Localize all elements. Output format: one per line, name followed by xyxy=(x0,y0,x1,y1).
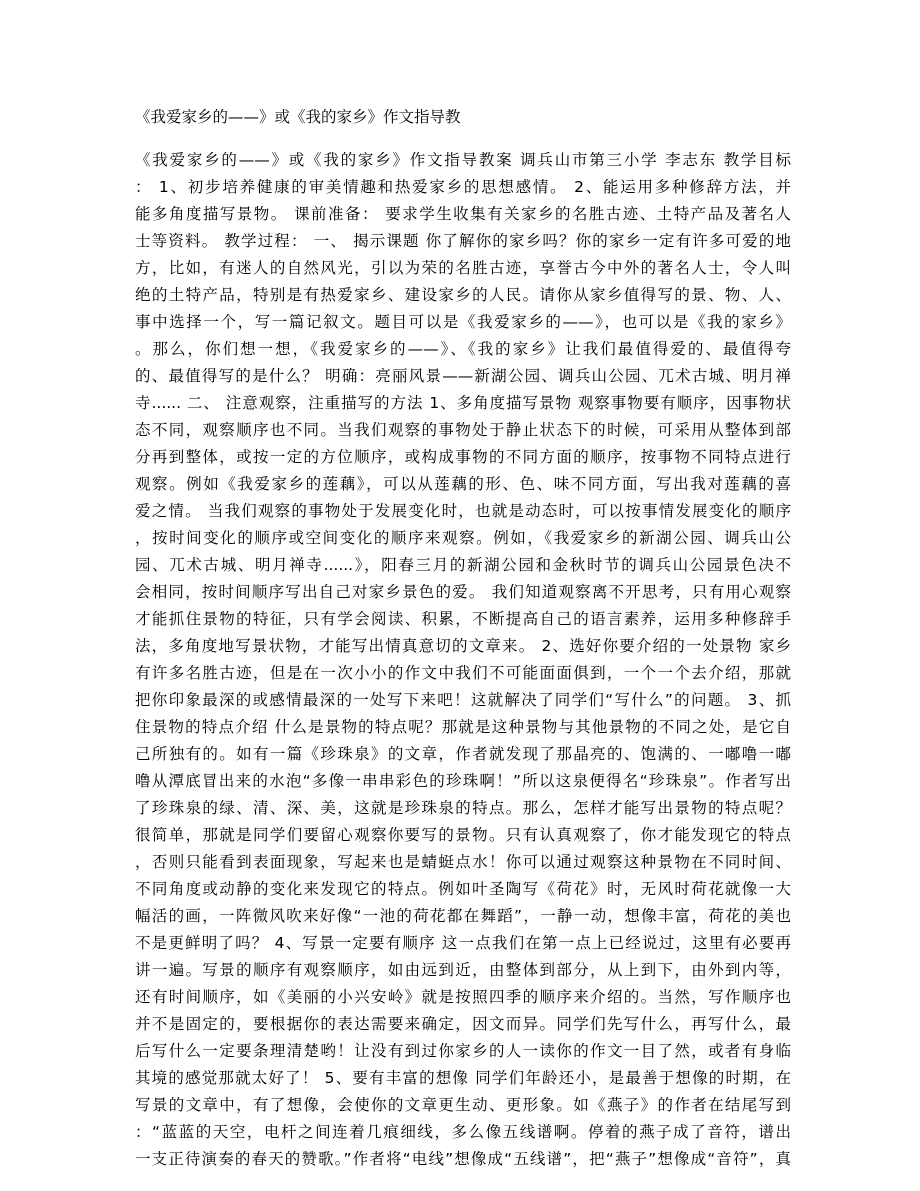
body-line: 会相同，按时间顺序写出自己对家乡景色的爱。 我们知道观察离不开思考，只有用心观察 xyxy=(135,583,791,601)
body-line: 不同角度或动静的变化来发现它的特点。例如叶圣陶写《荷花》时，无风时荷花就像一大 xyxy=(135,880,791,898)
body-line: 并不是固定的，要根据你的表达需要来确定，因文而异。同学们先写什么，再写什么，最 xyxy=(135,1015,791,1033)
body-line: 住景物的特点介绍 什么是景物的特点呢？那就是这种景物与其他景物的不同之处，是它自 xyxy=(135,718,791,736)
body-line: ，否则只能看到表面现象，写起来也是蜻蜓点水！你可以通过观察这种景物在不同时间、 xyxy=(135,853,791,871)
body-line: 噜从潭底冒出来的水泡“多像一串串彩色的珍珠啊！”所以这泉便得名“珍珠泉”。作者写出 xyxy=(135,772,791,790)
document-body xyxy=(135,147,791,1173)
body-line: 《我爱家乡的——》或《我的家乡》作文指导教案 调兵山市第三小学 李志东 教学目标 xyxy=(135,151,791,169)
body-line: 后写什么一定要条理清楚哟！让没有到过你家乡的人一读你的作文一目了然，或者有身临 xyxy=(135,1042,791,1060)
body-line: 了珍珠泉的绿、清、深、美，这就是珍珠泉的特点。那么，怎样才能写出景物的特点呢？ xyxy=(135,799,791,817)
body-line: 园、兀术古城、明月禅寺......》，阳春三月的新湖公园和金秋时节的调兵山公园景色决不 xyxy=(135,556,791,574)
body-line: ：“蓝蓝的天空，电杆之间连着几痕细线，多么像五线谱啊。停着的燕子成了音符，谱出 xyxy=(135,1123,791,1141)
body-line: 幅活的画，一阵微风吹来好像“一池的荷花都在舞蹈”，一静一动，想像丰富，荷花的美也 xyxy=(135,907,791,925)
body-line: 士等资料。 教学过程： 一、 揭示课题 你了解你的家乡吗？你的家乡一定有许多可爱的地 xyxy=(135,232,791,250)
body-line: 分再到整体，或按一定的方位顺序，或构成事物的不同方面的顺序，按事物不同特点进行 xyxy=(135,448,791,466)
body-line: 态不同，观察顺序也不同。当我们观察的事物处于静止状态下的时候，可采用从整体到部 xyxy=(135,421,791,439)
body-line: ： 1、初步培养健康的审美情趣和热爱家乡的思想感情。 2、能运用多种修辞方法，并 xyxy=(135,178,791,196)
body-line: 能多角度描写景物。 课前准备： 要求学生收集有关家乡的名胜古迹、土特产品及著名人 xyxy=(135,205,791,223)
body-line: 己所独有的。如有一篇《珍珠泉》的文章，作者就发现了那晶亮的、饱满的、一嘟噜一嘟 xyxy=(135,745,791,763)
body-line: 讲一遍。写景的顺序有观察顺序，如由远到近，由整体到部分，从上到下，由外到内等， xyxy=(135,961,791,979)
body-line: 事中选择一个，写一篇记叙文。题目可以是《我爱家乡的——》，也可以是《我的家乡》 xyxy=(135,313,791,331)
body-line: 其境的感觉那就太好了！ 5、要有丰富的想像 同学们年龄还小，是最善于想像的时期，在 xyxy=(135,1069,791,1087)
body-line: 法，多角度地写景状物，才能写出情真意切的文章来。 2、选好你要介绍的一处景物 家乡 xyxy=(135,637,791,655)
body-line: 方，比如，有迷人的自然风光，引以为荣的名胜古迹，享誉古今中外的著名人士，令人叫 xyxy=(135,259,791,277)
body-line: 有许多名胜古迹，但是在一次小小的作文中我们不可能面面俱到，一个一个去介绍，那就 xyxy=(135,664,791,682)
body-line: 的、最值得写的是什么？ 明确：亮丽风景——新湖公园、调兵山公园、兀术古城、明月禅 xyxy=(135,367,791,385)
body-line: 绝的土特产品，特别是有热爱家乡、建设家乡的人民。请你从家乡值得写的景、物、人、 xyxy=(135,286,791,304)
body-line: 一支正待演奏的春天的赞歌。”作者将“电线”想像成“五线谱”，把“燕子”想像成“音符”，真 xyxy=(135,1150,791,1168)
document-title: 《我爱家乡的——》或《我的家乡》作文指导教 xyxy=(135,108,461,126)
body-line: 寺...... 二、 注意观察，注重描写的方法 1、多角度描写景物 观察事物要有顺序，因事物状 xyxy=(135,394,791,412)
body-line: 很简单，那就是同学们要留心观察你要写的景物。只有认真观察了，你才能发现它的特点 xyxy=(135,826,791,844)
body-line: 才能抓住景物的特征，只有学会阅读、积累，不断提高自己的语言素养，运用多种修辞手 xyxy=(135,610,791,628)
body-line: 把你印象最深的或感情最深的一处写下来吧！这就解决了同学们“写什么”的问题。 3、抓 xyxy=(135,691,791,709)
body-line: 不是更鲜明了吗？ 4、写景一定要有顺序 这一点我们在第一点上已经说过，这里有必要再 xyxy=(135,934,791,952)
body-line: ，按时间变化的顺序或空间变化的顺序来观察。例如，《我爱家乡的新湖公园、调兵山公 xyxy=(135,529,791,547)
body-line: 观察。例如《我爱家乡的莲藕》，可以从莲藕的形、色、味不同方面，写出我对莲藕的喜 xyxy=(135,475,791,493)
body-line: 爱之情。 当我们观察的事物处于发展变化时，也就是动态时，可以按事情发展变化的顺序 xyxy=(135,502,791,520)
body-line: 写景的文章中，有了想像，会使你的文章更生动、更形象。如《燕子》的作者在结尾写到 xyxy=(135,1096,791,1114)
body-line: 还有时间顺序，如《美丽的小兴安岭》就是按照四季的顺序来介绍的。当然，写作顺序也 xyxy=(135,988,791,1006)
body-line: 。那么，你们想一想，《我爱家乡的——》、《我的家乡》让我们最值得爱的、最值得夸 xyxy=(135,340,791,358)
